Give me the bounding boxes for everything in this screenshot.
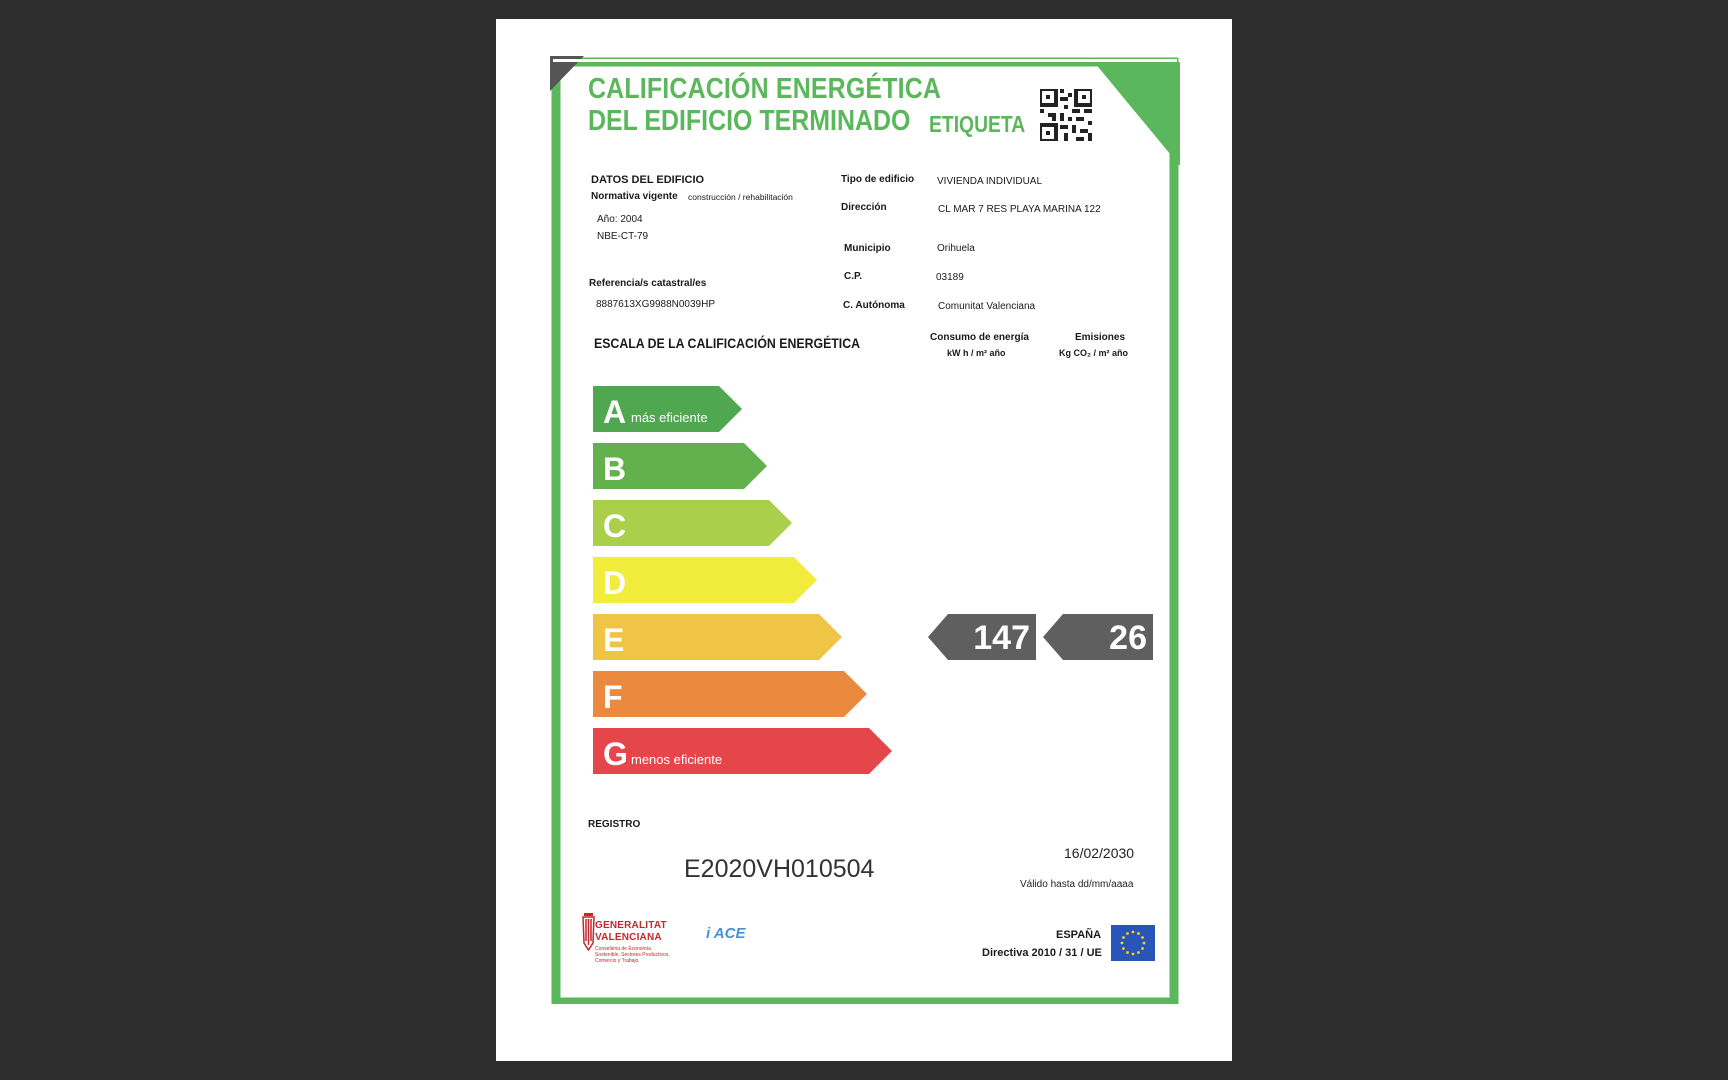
scale-class-f [593,671,867,717]
scale-arrow-g [593,728,892,774]
consumo-label: Consumo de energía [930,332,1029,343]
country-label: ESPAÑA [1056,929,1102,941]
gv-sub-2: Sostenible, Sectores Productivos, [595,952,670,958]
emisiones-unit: Kg CO₂ / m² año [1059,348,1128,358]
scale-arrow-d [593,557,817,603]
scale-letter-e: E [603,622,625,658]
energy-label [550,49,1180,1004]
scale-class-g [593,728,892,774]
direccion-label: Dirección [841,202,887,213]
scale-letter-d: D [603,565,627,601]
cp-label: C.P. [844,271,863,282]
tipo-label: Tipo de edificio [841,174,915,185]
ace-logo: i ACE [706,925,746,942]
direccion-value: CL MAR 7 RES PLAYA MARINA 122 [938,204,1101,215]
ref-catastral-label: Referencia/s catastral/es [589,278,707,289]
scale-class-d [593,557,817,603]
title-tag: ETIQUETA [929,111,1026,137]
scale-letter-b: B [603,451,627,487]
scale-letter-g: G [603,736,628,772]
consumo-indicator-value: 147 [973,619,1030,657]
consumo-unit: kW h / m² año [947,348,1006,358]
gv-sub-3: Comercio y Trabajo [595,958,639,964]
consumo-indicator [928,614,1036,660]
eu-star [1122,936,1125,939]
ca-label: C. Autónoma [843,300,905,311]
scale-class-e [593,614,842,660]
directive-label: Directiva 2010 / 31 / UE [982,947,1102,959]
tipo-value: VIVIENDA INDIVIDUAL [937,176,1043,187]
document-page [496,19,1232,1061]
building-year: Año: 2004 [597,214,643,225]
gv-line-1: GENERALITAT [595,920,667,931]
scale-note-a: más eficiente [631,410,708,425]
eu-star [1132,931,1135,934]
eu-flag-icon [1111,925,1155,961]
eu-star [1143,942,1146,945]
scale-class-c [593,500,792,546]
eu-star [1126,932,1129,935]
eu-star [1132,953,1135,956]
scale-letter-c: C [603,508,627,544]
valid-until-label: Válido hasta dd/mm/aaaa [1020,879,1134,890]
emisiones-label: Emisiones [1075,332,1126,343]
scale-letter-a: A [603,394,627,430]
scale-arrow-f [593,671,867,717]
emisiones-indicator [1043,614,1153,660]
registro-code: E2020VH010504 [684,855,875,883]
building-section-title: DATOS DEL EDIFICIO [591,174,705,186]
scale-note-g: menos eficiente [631,752,723,767]
emisiones-indicator-value: 26 [1109,619,1147,657]
valid-until-date: 16/02/2030 [1064,845,1135,861]
generalitat-logo-icon [582,913,595,951]
gv-sub-1: Conselleria de Economía [595,946,651,952]
eu-star [1141,947,1144,950]
eu-star [1137,951,1140,954]
municipio-label: Municipio [844,243,891,254]
scale-letter-f: F [603,679,623,715]
gv-line-2: VALENCIANA [595,932,662,943]
cp-value: 03189 [936,272,964,283]
scale-class-b [593,443,767,489]
ca-value: Comunitat Valenciana [938,301,1036,312]
ref-catastral-value: 8887613XG9988N0039HP [596,299,715,310]
municipio-value: Orihuela [937,243,975,254]
registro-label: REGISTRO [588,819,641,830]
building-norma: NBE-CT-79 [597,231,649,242]
scale-class-a [593,386,742,432]
eu-star [1137,932,1140,935]
scale-arrow-e [593,614,842,660]
normativa-label: Normativa vigente [591,191,678,202]
scale-title: ESCALA DE LA CALIFICACIÓN ENERGÉTICA [594,335,861,351]
eu-star [1122,947,1125,950]
title-line-1: CALIFICACIÓN ENERGÉTICA [588,73,942,105]
eu-star [1121,942,1124,945]
eu-star [1126,951,1129,954]
eu-star [1141,936,1144,939]
title-line-2: DEL EDIFICIO TERMINADO [588,105,911,137]
normativa-note: construcción / rehabilitación [688,192,793,202]
